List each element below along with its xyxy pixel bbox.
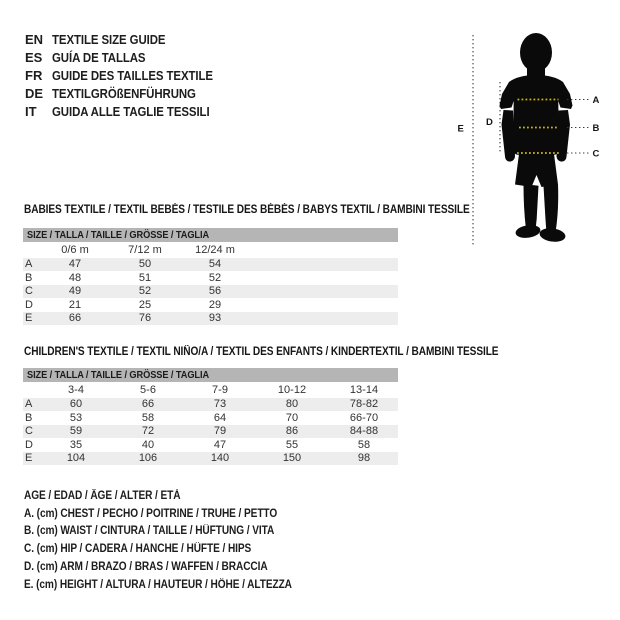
cell-value: 55 [285, 438, 299, 451]
cell-value: 54 [208, 258, 222, 271]
column-header: 10-12 [277, 383, 307, 396]
children-section-title-text: CHILDREN'S TEXTILE / TEXTIL NIÑO/A / TEXTIL DES ENFANTS / KINDERTEXTIL / BAMBINI TESSILE [24, 346, 499, 358]
cell-value: 29 [208, 298, 222, 311]
cell-value: 60 [69, 398, 83, 411]
row-label: D [25, 298, 33, 311]
cell-value: 86 [285, 425, 299, 438]
cell-value: 59 [69, 425, 83, 438]
legend-line-waist [24, 523, 328, 541]
cell-value: 64 [213, 411, 227, 424]
table-row [23, 438, 398, 452]
language-code: EN [25, 32, 44, 47]
cell-value: 56 [208, 285, 222, 298]
cell-value: 51 [138, 271, 152, 284]
legend-hip-text: C. (cm) HIP / CADERA / HANCHE / HÜFTE / HIPS [24, 543, 252, 556]
cell-value: 72 [141, 425, 155, 438]
cell-value: 150 [282, 452, 302, 465]
cell-value: 93 [208, 312, 222, 325]
cell-value: 53 [69, 411, 83, 424]
cell-value: 66 [68, 312, 82, 325]
row-label: B [25, 271, 33, 284]
cell-value: 79 [213, 425, 227, 438]
language-row [25, 67, 235, 85]
language-list [25, 31, 235, 121]
cell-value: 47 [213, 438, 227, 451]
cell-value: 106 [138, 452, 158, 465]
language-label: TEXTILE SIZE GUIDE [52, 32, 166, 47]
legend-line-arm [24, 559, 328, 577]
cell-value: 76 [138, 312, 152, 325]
left-foot-shape [515, 224, 541, 240]
label-a: A [592, 95, 600, 106]
left-arm-shape [502, 110, 516, 162]
language-code: DE [25, 86, 44, 101]
right-foot-shape [539, 227, 567, 244]
table-row [23, 425, 398, 439]
legend-height-text: E. (cm) HEIGHT / ALTURA / HAUTEUR / HÖHE / ALTEZZA [24, 578, 292, 591]
cell-value: 52 [208, 271, 222, 284]
language-code: FR [25, 68, 43, 83]
cell-value: 140 [210, 452, 230, 465]
babies-size-header-label: SIZE / TALLA / TAILLE / GRÖSSE / TAGLIA [27, 228, 210, 241]
column-header: 12/24 m [195, 243, 235, 256]
cell-value: 52 [138, 285, 152, 298]
row-label: A [25, 258, 33, 271]
legend-line-chest [24, 506, 328, 524]
table-row [23, 258, 398, 272]
table-row [23, 285, 398, 299]
legend-line-hip [24, 541, 328, 559]
cell-value: 49 [68, 285, 82, 298]
babies-size-header-bar [23, 228, 398, 242]
measurement-figure [440, 25, 610, 255]
cell-value: 35 [69, 438, 83, 451]
column-header: 13-14 [349, 383, 379, 396]
legend-line-height [24, 577, 328, 595]
children-column-header-row [23, 382, 398, 398]
children-size-table [23, 368, 398, 465]
language-row [25, 85, 235, 103]
babies-column-header-row [23, 242, 398, 258]
cell-value: 80 [285, 398, 299, 411]
row-label: B [25, 411, 33, 424]
cell-value: 104 [66, 452, 86, 465]
cell-value: 50 [138, 258, 152, 271]
table-row [23, 271, 398, 285]
cell-value: 66-70 [349, 411, 379, 424]
row-label: C [25, 285, 33, 298]
legend-line-age [24, 488, 328, 506]
table-row [23, 312, 398, 326]
cell-value: 70 [285, 411, 299, 424]
language-row [25, 31, 235, 49]
table-row [23, 298, 398, 312]
label-e: E [457, 123, 464, 135]
row-label: E [25, 312, 33, 325]
label-c: C [592, 148, 600, 160]
table-row [23, 411, 398, 425]
column-header: 0/6 m [61, 243, 89, 256]
legend-arm-text: D. (cm) ARM / BRAZO / BRAS / WAFFEN / BRACCIA [24, 560, 268, 573]
cell-value: 48 [68, 271, 82, 284]
cell-value: 21 [68, 298, 82, 311]
babies-section-title-text: BABIES TEXTILE / TEXTIL BEBÉS / TESTILE DES BÉBÉS / BABYS TEXTIL / BAMBINI TESSILE [24, 204, 470, 216]
children-section-title [24, 346, 563, 358]
column-header: 7-9 [212, 383, 228, 396]
row-label: E [25, 452, 33, 465]
cell-value: 40 [141, 438, 155, 451]
cell-value: 58 [141, 411, 155, 424]
row-label: D [25, 438, 33, 451]
cell-value: 25 [138, 298, 152, 311]
table-row [23, 398, 398, 412]
label-b: B [592, 123, 600, 134]
language-row [25, 103, 235, 121]
language-code: ES [25, 50, 43, 65]
language-row [25, 49, 235, 67]
column-header: 7/12 m [128, 243, 162, 256]
language-label: GUIDE DES TAILLES TEXTILE [52, 68, 213, 83]
babies-size-table [23, 228, 398, 325]
cell-value: 73 [213, 398, 227, 411]
babies-section-title [24, 204, 530, 216]
legend-waist-text: B. (cm) WAIST / CINTURA / TAILLE / HÜFTUNG / VITA [24, 525, 275, 538]
label-d: D [486, 117, 493, 128]
language-label: TEXTILGRÖßENFÜHRUNG [52, 86, 196, 101]
cell-value: 66 [141, 398, 155, 411]
cell-value: 47 [68, 258, 82, 271]
legend-age-text: AGE / EDAD / ÂGE / ALTER / ETÀ [24, 490, 181, 502]
language-label: GUÍA DE TALLAS [52, 50, 146, 65]
measurement-legend [24, 488, 328, 594]
shorts-shape [515, 154, 558, 187]
children-size-header-bar [23, 368, 398, 382]
cell-value: 98 [357, 452, 371, 465]
cell-value: 78-82 [349, 398, 379, 411]
row-label: A [25, 398, 33, 411]
legend-chest-text: A. (cm) CHEST / PECHO / POITRINE / TRUHE / PETTO [24, 507, 278, 520]
children-size-header-label: SIZE / TALLA / TAILLE / GRÖSSE / TAGLIA [27, 368, 210, 381]
table-row [23, 452, 398, 466]
language-code: IT [25, 104, 37, 119]
cell-value: 58 [357, 438, 371, 451]
language-label: GUIDA ALLE TAGLIE TESSILI [52, 104, 210, 119]
column-header: 3-4 [68, 383, 84, 396]
column-header: 5-6 [140, 383, 156, 396]
cell-value: 84-88 [349, 425, 379, 438]
row-label: C [25, 425, 33, 438]
right-leg-shape [544, 184, 559, 230]
